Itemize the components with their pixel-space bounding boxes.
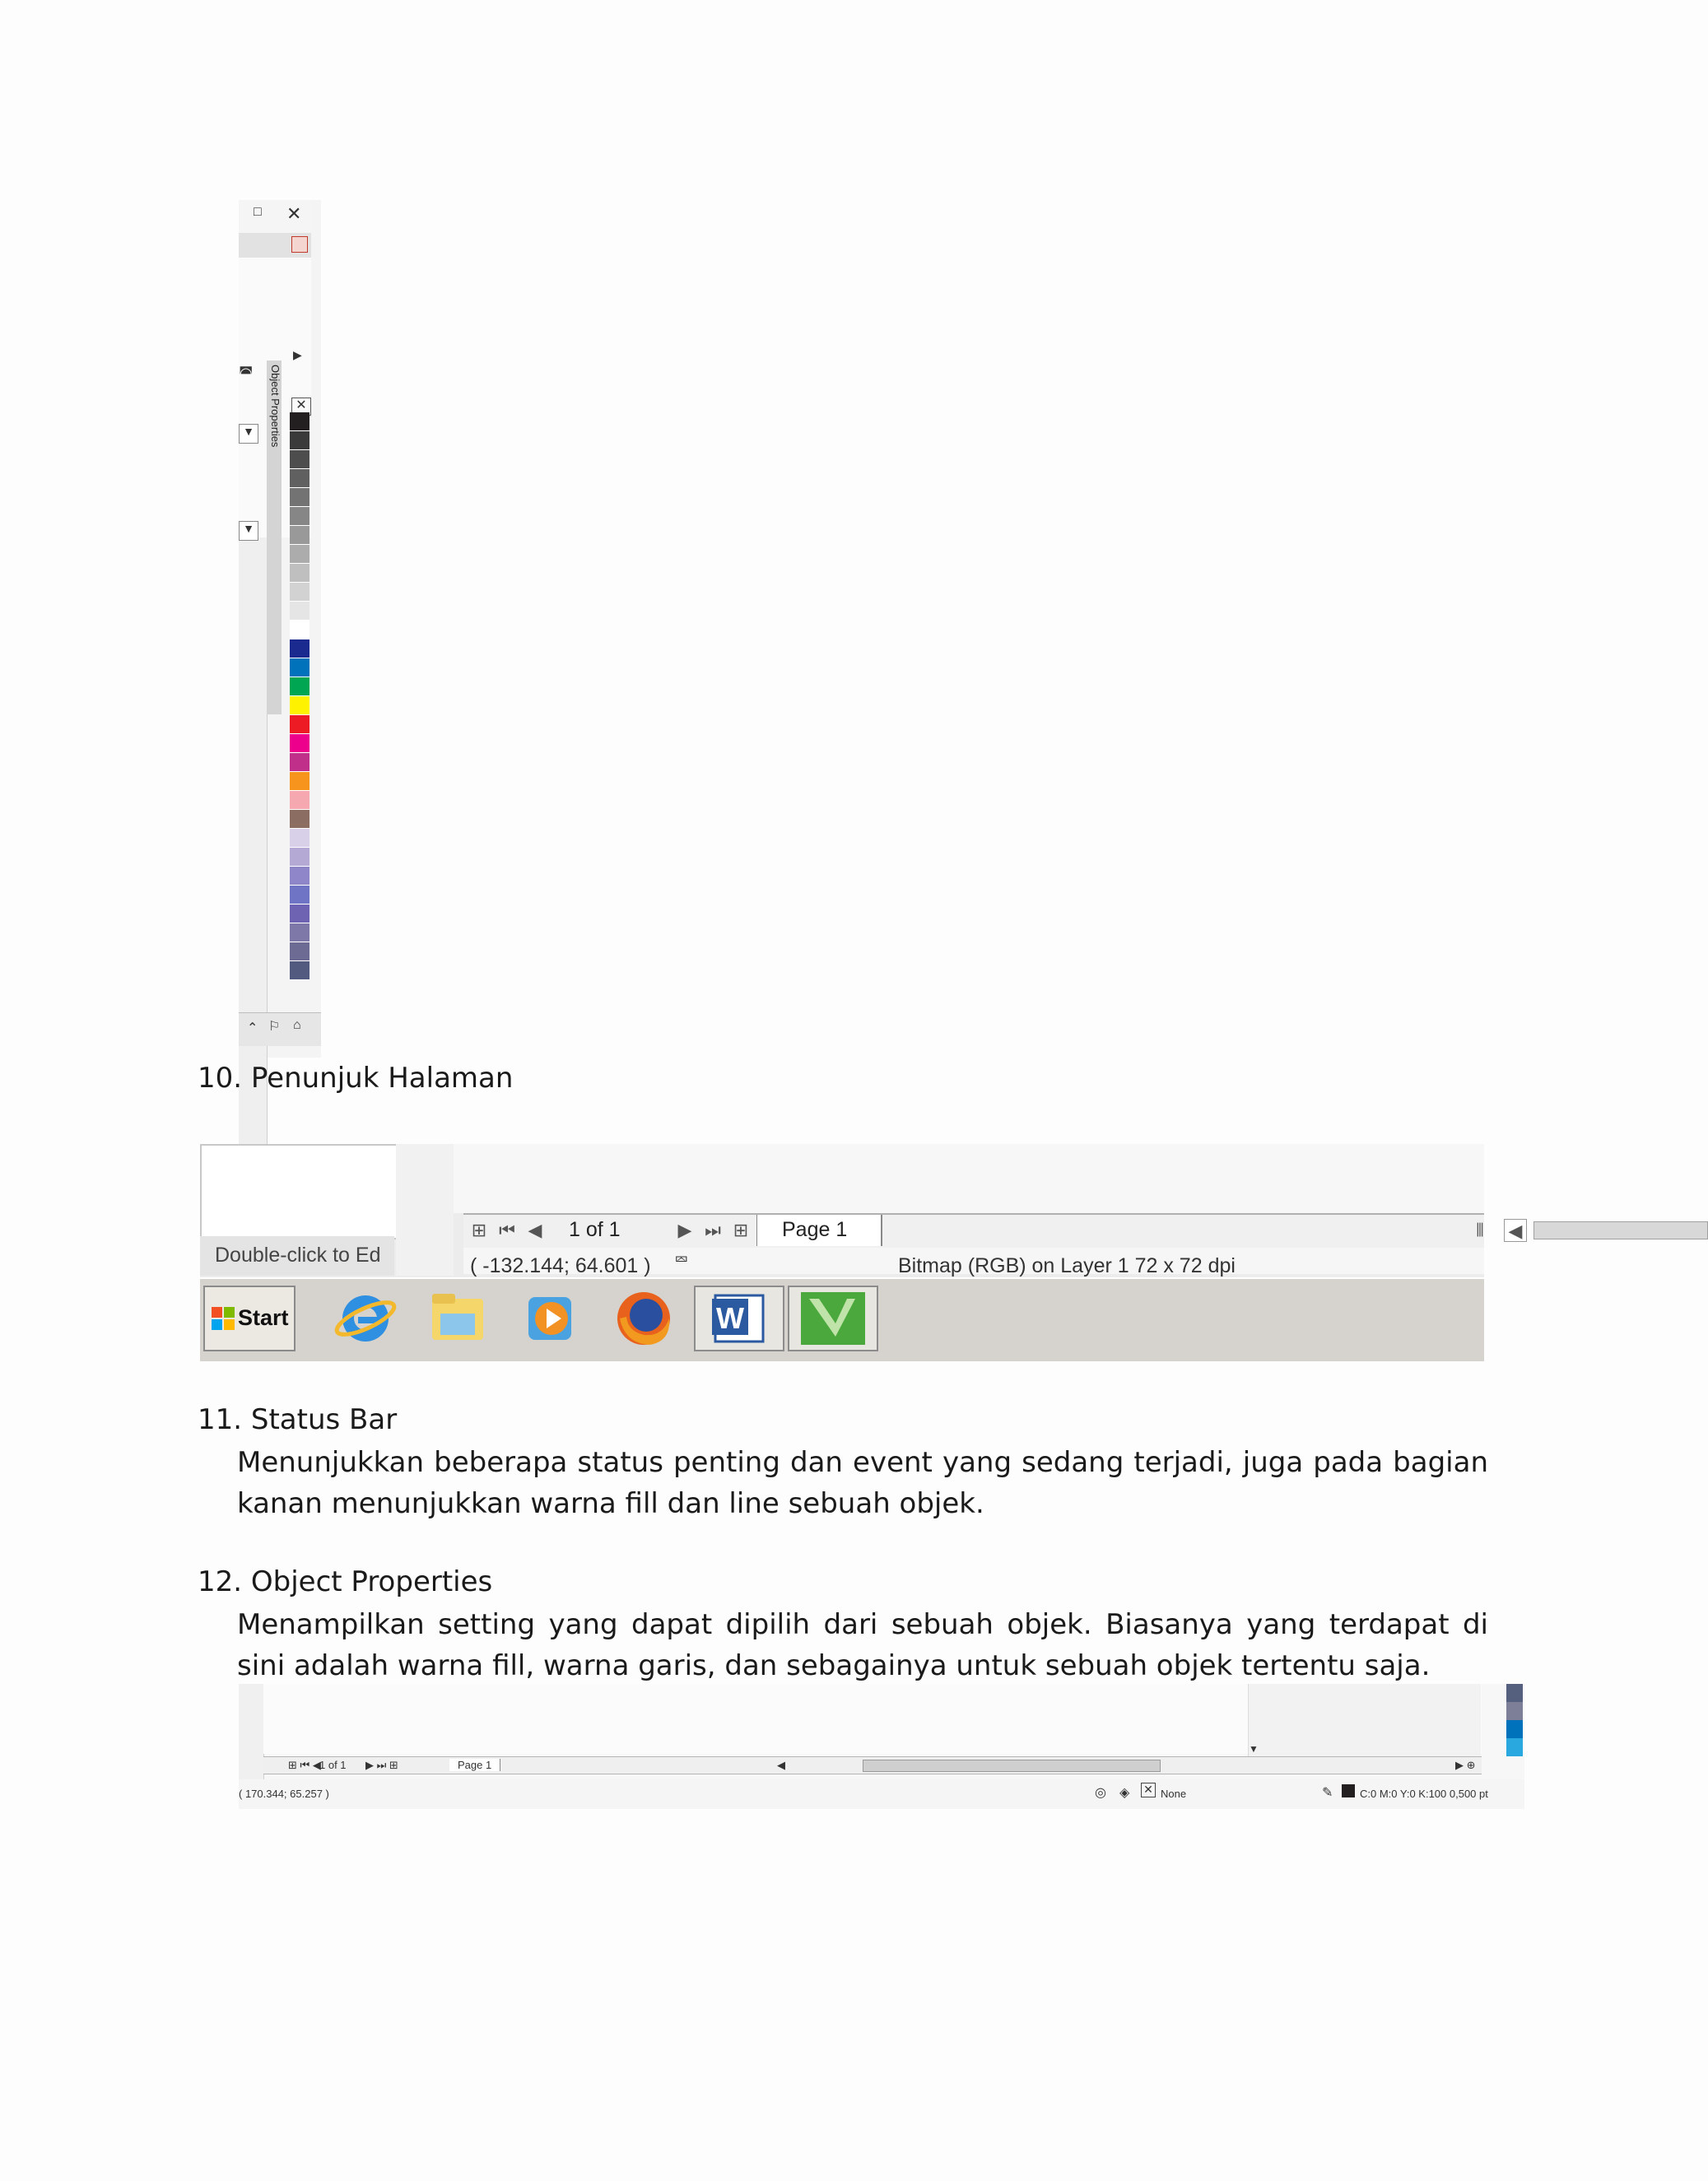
color-swatch[interactable] bbox=[1506, 1720, 1523, 1738]
color-swatch[interactable] bbox=[290, 639, 309, 658]
add-page-after-icon[interactable]: ⊞ bbox=[733, 1220, 749, 1240]
color-swatch[interactable] bbox=[290, 886, 309, 904]
page-indicator-screenshot bbox=[200, 1144, 1523, 1360]
coreldraw-icon[interactable] bbox=[788, 1286, 878, 1351]
page-count: 1 of 1 bbox=[569, 1218, 621, 1241]
color-swatch[interactable] bbox=[290, 734, 309, 753]
color-swatch[interactable] bbox=[290, 507, 309, 526]
cursor-position: ( -132.144; 64.601 ) bbox=[470, 1254, 651, 1277]
color-swatch[interactable] bbox=[290, 715, 309, 734]
page-tab-label: Page 1 bbox=[782, 1218, 848, 1241]
internet-explorer-icon[interactable] bbox=[330, 1286, 401, 1351]
scroll-down-icon[interactable]: ▼ bbox=[1249, 1743, 1259, 1755]
cursor-position: ( 170.344; 65.257 ) bbox=[239, 1788, 329, 1800]
pointer-icon: ⮹ bbox=[674, 1249, 689, 1270]
media-player-icon[interactable] bbox=[515, 1286, 586, 1351]
section-11-caption: 11. Status Bar bbox=[198, 1403, 398, 1436]
color-swatch[interactable] bbox=[290, 564, 309, 583]
color-swatch[interactable] bbox=[290, 526, 309, 545]
color-swatch[interactable] bbox=[290, 602, 309, 621]
status-line bbox=[463, 1248, 1484, 1277]
color-swatch[interactable] bbox=[290, 431, 309, 450]
color-palette bbox=[290, 412, 311, 980]
docker-strip bbox=[396, 1144, 454, 1276]
add-page-before-icon[interactable]: ⊞ bbox=[471, 1220, 487, 1240]
color-swatch[interactable] bbox=[290, 469, 309, 488]
color-swatch[interactable] bbox=[290, 696, 309, 715]
no-fill-icon: ✕ bbox=[1141, 1783, 1156, 1797]
color-swatch[interactable] bbox=[290, 621, 309, 639]
docker-hint: Double-click to Ed bbox=[200, 1236, 394, 1276]
color-swatch[interactable] bbox=[1506, 1684, 1523, 1702]
outline-color-swatch bbox=[1342, 1784, 1355, 1797]
horizontal-scrollbar[interactable] bbox=[1533, 1221, 1708, 1239]
status-bar bbox=[239, 1779, 1524, 1809]
page-count: 1 of 1 bbox=[319, 1759, 347, 1771]
color-swatch[interactable] bbox=[290, 904, 309, 923]
docker-bottom-bar bbox=[239, 1012, 321, 1046]
color-swatch[interactable] bbox=[290, 772, 309, 791]
docker-title-bar bbox=[239, 200, 311, 233]
dropdown-arrow-icon[interactable]: ▼ bbox=[239, 521, 258, 541]
color-swatch[interactable] bbox=[290, 810, 309, 829]
last-page-icon[interactable]: ⏭ bbox=[705, 1220, 721, 1240]
color-swatch[interactable] bbox=[290, 450, 309, 469]
palette-scroll-up-icon[interactable]: ▶ bbox=[293, 348, 302, 361]
status-bar-screenshot bbox=[239, 1684, 1524, 1809]
color-swatch[interactable] bbox=[290, 961, 309, 980]
page-tab[interactable] bbox=[756, 1215, 882, 1246]
workspace-edge bbox=[239, 537, 268, 1212]
color-swatch[interactable] bbox=[290, 791, 309, 810]
color-swatch[interactable] bbox=[290, 545, 309, 564]
section-12-caption: 12. Object Properties bbox=[198, 1565, 493, 1598]
page-navigator bbox=[263, 1756, 1482, 1774]
word-icon[interactable] bbox=[694, 1286, 784, 1351]
color-swatch[interactable] bbox=[290, 488, 309, 507]
windows-logo-icon bbox=[210, 1305, 236, 1332]
horizontal-scrollbar[interactable] bbox=[863, 1760, 1161, 1772]
object-properties-screenshot bbox=[239, 200, 321, 1058]
object-properties-tab-label: Object Properties bbox=[269, 365, 282, 448]
color-swatch[interactable] bbox=[290, 583, 309, 602]
color-swatch[interactable] bbox=[290, 923, 309, 942]
next-page-icon[interactable]: ▶ ⏭ ⊞ bbox=[365, 1759, 398, 1771]
zoom-icon[interactable]: ▶ ⊕ bbox=[1455, 1759, 1476, 1771]
windows-explorer-icon[interactable] bbox=[422, 1286, 493, 1351]
section-10-caption: 10. Penunjuk Halaman bbox=[198, 1062, 514, 1095]
collapse-icon[interactable]: ⌃ bbox=[247, 1021, 258, 1035]
page-navigator bbox=[463, 1213, 1523, 1249]
close-icon[interactable]: ✕ bbox=[286, 203, 302, 224]
color-swatch[interactable] bbox=[290, 677, 309, 696]
color-swatch[interactable] bbox=[290, 658, 309, 677]
color-swatch[interactable] bbox=[1506, 1702, 1523, 1720]
scroll-left-icon[interactable]: ◀ bbox=[1504, 1219, 1527, 1242]
fill-label: None bbox=[1161, 1788, 1187, 1800]
color-swatch[interactable] bbox=[290, 829, 309, 848]
color-swatch[interactable] bbox=[290, 848, 309, 867]
docker-panel bbox=[200, 1144, 398, 1239]
start-button[interactable] bbox=[203, 1286, 296, 1351]
user-icon[interactable] bbox=[291, 236, 308, 253]
svg-text:W: W bbox=[716, 1301, 744, 1335]
fill-icon[interactable]: ◈ bbox=[1119, 1786, 1130, 1800]
lock-icon[interactable]: ⌂ bbox=[293, 1018, 301, 1032]
maximize-icon[interactable]: □ bbox=[254, 205, 262, 219]
color-swatch[interactable] bbox=[290, 942, 309, 961]
outline-label: C:0 M:0 Y:0 K:100 0,500 pt bbox=[1360, 1788, 1488, 1800]
section-12-text: Menampilkan setting yang dapat dipilih dari sebuah objek. Biasanya yang terdapat di sini adalah warna fill, warna garis, dan sebagainya untuk sebuah objek tertentu saja. bbox=[237, 1608, 1488, 1682]
outline-pen-icon[interactable]: ✎ bbox=[1322, 1786, 1333, 1800]
first-page-icon[interactable]: ⏮ bbox=[499, 1220, 515, 1240]
flag-icon[interactable]: ⚐ bbox=[268, 1020, 281, 1034]
windows-taskbar bbox=[200, 1277, 1484, 1361]
toolbox-edge bbox=[239, 1684, 264, 1783]
previous-page-icon[interactable]: ◀ bbox=[528, 1220, 542, 1240]
color-swatch[interactable] bbox=[290, 753, 309, 772]
scroll-left-icon[interactable]: ◀ bbox=[777, 1759, 785, 1771]
docker-toolbar bbox=[239, 233, 311, 258]
no-color-swatch-icon[interactable]: ✕ bbox=[291, 398, 311, 416]
start-label: Start bbox=[238, 1305, 289, 1330]
property-icon: ◚ bbox=[239, 365, 254, 381]
object-status: Bitmap (RGB) on Layer 1 72 x 72 dpi bbox=[898, 1254, 1236, 1277]
firefox-icon[interactable] bbox=[608, 1286, 679, 1351]
next-page-icon[interactable]: ▶ bbox=[677, 1220, 692, 1240]
dropdown-arrow-icon[interactable]: ▼ bbox=[239, 424, 258, 444]
first-page-icon[interactable]: ⊞ ⏮ ◀ bbox=[288, 1759, 321, 1771]
drawing-canvas bbox=[454, 1144, 1484, 1213]
color-swatch[interactable] bbox=[1506, 1738, 1523, 1756]
color-swatch[interactable] bbox=[290, 867, 309, 886]
color-swatch[interactable] bbox=[290, 412, 309, 431]
color-profile-icon[interactable]: ◎ bbox=[1095, 1786, 1106, 1800]
splitter-icon[interactable]: ⦀ bbox=[1476, 1220, 1484, 1240]
section-11-text: Menunjukkan beberapa status penting dan event yang sedang terjadi, juga pada bagian kanan menunjukkan warna fill dan line sebuah objek. bbox=[237, 1446, 1488, 1520]
page-tab[interactable]: Page 1 bbox=[449, 1759, 500, 1771]
